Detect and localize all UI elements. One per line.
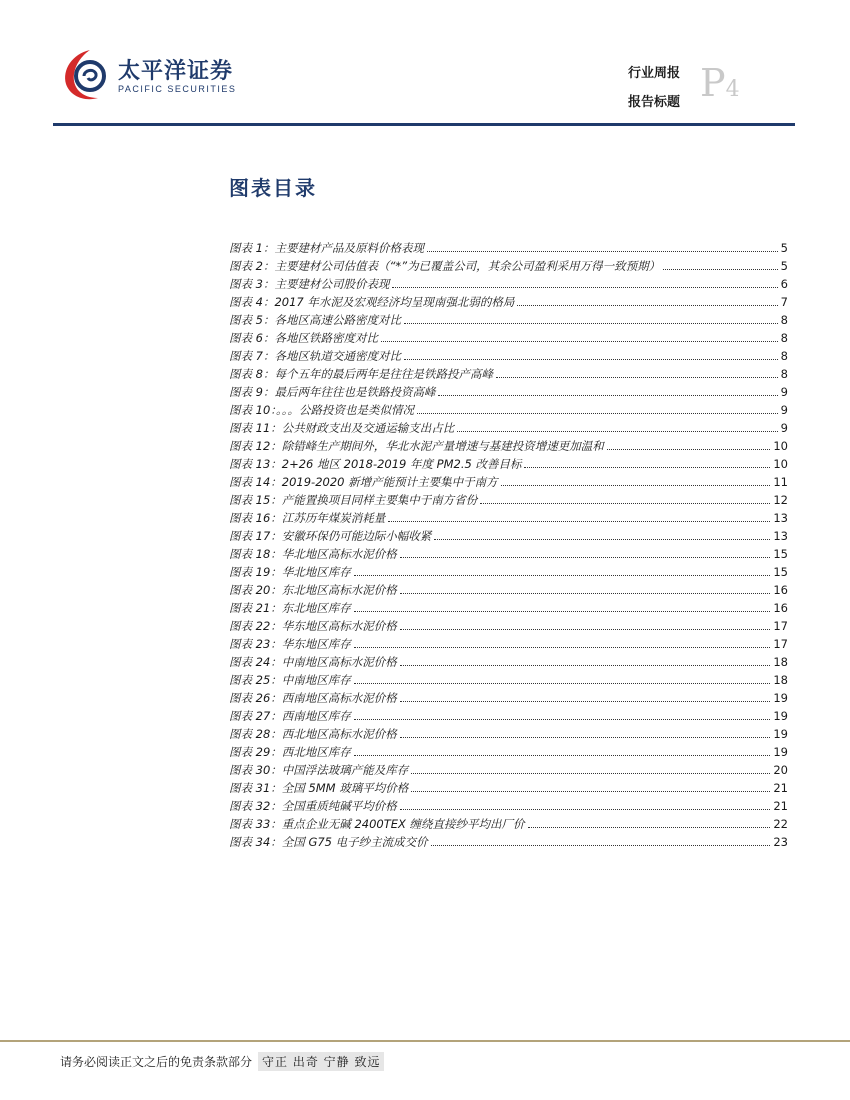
toc-entry-label: 图表 10：。。。公路投资也是类似情况 — [229, 403, 415, 417]
toc-entry-page: 16 — [773, 583, 788, 597]
toc-leader-dots — [354, 647, 771, 648]
toc-entry-label: 图表 14：2019-2020 新增产能预计主要集中于南方 — [229, 475, 498, 489]
toc-entry-page: 16 — [773, 601, 788, 615]
logo-english-name: PACIFIC SECURITIES — [118, 84, 237, 94]
toc-entry-page: 19 — [773, 691, 788, 705]
toc-leader-dots — [528, 827, 771, 828]
page-prefix: P — [700, 61, 726, 105]
toc-entry-page: 6 — [780, 277, 788, 291]
logo-mark-icon — [60, 46, 112, 102]
toc-entry[interactable] — [229, 435, 788, 453]
toc-entry[interactable] — [229, 543, 788, 561]
toc-entry-page: 13 — [773, 511, 788, 525]
toc-leader-dots — [480, 503, 770, 504]
toc-entry-page: 20 — [773, 763, 788, 777]
toc-entry-page: 18 — [773, 673, 788, 687]
toc-entry[interactable] — [229, 615, 788, 633]
toc-entry-page: 15 — [773, 565, 788, 579]
toc-entry-label: 图表 15：产能置换项目同样主要集中于南方省份 — [229, 493, 478, 507]
toc-entry[interactable] — [229, 759, 788, 777]
toc-entry-label: 图表 29：西北地区库存 — [229, 745, 351, 759]
toc-leader-dots — [517, 305, 777, 306]
toc-entry[interactable] — [229, 255, 788, 273]
toc-leader-dots — [400, 809, 771, 810]
toc-entry-label: 图表 5：各地区高速公路密度对比 — [229, 313, 401, 327]
toc-leader-dots — [354, 611, 771, 612]
toc-entry-page: 17 — [773, 619, 788, 633]
toc-entry[interactable] — [229, 381, 788, 399]
toc-entry[interactable] — [229, 489, 788, 507]
toc-entry-label: 图表 34：全国 G75 电子纱主流成交价 — [229, 835, 428, 849]
toc-entry[interactable] — [229, 363, 788, 381]
toc-entry-label: 图表 17：安徽环保仍可能边际小幅收紧 — [229, 529, 432, 543]
footer — [60, 1052, 384, 1071]
toc-entry-label: 图表 27：西南地区库存 — [229, 709, 351, 723]
toc-entry[interactable] — [229, 579, 788, 597]
toc-entry[interactable] — [229, 597, 788, 615]
report-type: 行业周报 — [628, 66, 681, 81]
toc-leader-dots — [496, 377, 778, 378]
toc-entry-label: 图表 20：东北地区高标水泥价格 — [229, 583, 397, 597]
toc-leader-dots — [381, 341, 778, 342]
toc-entry-page: 19 — [773, 727, 788, 741]
toc-entry[interactable] — [229, 777, 788, 795]
toc-entry-page: 15 — [773, 547, 788, 561]
toc-entry-label: 图表 28：西北地区高标水泥价格 — [229, 727, 397, 741]
toc-leader-dots — [400, 629, 771, 630]
toc-entry-label: 图表 25：中南地区库存 — [229, 673, 351, 687]
toc-entry-label: 图表 11：公共财政支出及交通运输支出占比 — [229, 421, 455, 435]
page-indicator — [700, 61, 740, 105]
toc-entry[interactable] — [229, 687, 788, 705]
toc-entry-label: 图表 18：华北地区高标水泥价格 — [229, 547, 397, 561]
toc-entry-label: 图表 26：西南地区高标水泥价格 — [229, 691, 397, 705]
toc-entry-label: 图表 9：最后两年往往也是铁路投资高峰 — [229, 385, 436, 399]
footer-divider — [0, 1040, 850, 1042]
toc-entry-page: 8 — [780, 367, 788, 381]
toc-entry-label: 图表 31：全国 5MM 玻璃平均价格 — [229, 781, 409, 795]
toc-entry-page: 5 — [780, 259, 788, 273]
toc-leader-dots — [354, 683, 771, 684]
toc-entry-page: 19 — [773, 709, 788, 723]
toc-entry[interactable] — [229, 237, 788, 255]
toc-leader-dots — [392, 287, 777, 288]
toc-leader-dots — [354, 755, 771, 756]
company-logo — [60, 46, 260, 106]
toc-entry-page: 8 — [780, 331, 788, 345]
toc-entry-label: 图表 12：除错峰生产期间外，华北水泥产量增速与基建投资增速更加温和 — [229, 439, 604, 453]
toc-entry[interactable] — [229, 633, 788, 651]
toc-entry-label: 图表 23：华东地区库存 — [229, 637, 351, 651]
toc-leader-dots — [400, 665, 771, 666]
toc-entry-label: 图表 8：每个五年的最后两年是往往是铁路投产高峰 — [229, 367, 493, 381]
toc-entry-page: 22 — [773, 817, 788, 831]
toc-entry-page: 7 — [780, 295, 788, 309]
toc-entry-page: 9 — [780, 385, 788, 399]
toc-entry-label: 图表 16：江苏历年煤炭消耗量 — [229, 511, 386, 525]
toc-entry[interactable] — [229, 273, 788, 291]
toc-entry-page: 13 — [773, 529, 788, 543]
toc-entry-page: 12 — [773, 493, 788, 507]
toc-entry[interactable] — [229, 741, 788, 759]
toc-entry[interactable] — [229, 291, 788, 309]
toc-leader-dots — [400, 557, 771, 558]
toc-heading: 图表目录 — [229, 176, 317, 200]
toc-entry-label: 图表 7：各地区轨道交通密度对比 — [229, 349, 401, 363]
toc-entry[interactable] — [229, 417, 788, 435]
toc-entry-label: 图表 3：主要建材公司股价表现 — [229, 277, 390, 291]
toc-entry[interactable] — [229, 561, 788, 579]
toc-entry-label: 图表 19：华北地区库存 — [229, 565, 351, 579]
toc-entry-page: 10 — [773, 439, 788, 453]
toc-entry-page: 17 — [773, 637, 788, 651]
toc-leader-dots — [411, 791, 770, 792]
toc-entry[interactable] — [229, 471, 788, 489]
toc-entry-page: 21 — [773, 799, 788, 813]
toc-list — [229, 237, 788, 849]
toc-entry-page: 10 — [773, 457, 788, 471]
toc-leader-dots — [417, 413, 778, 414]
toc-entry[interactable] — [229, 327, 788, 345]
toc-entry-label: 图表 2：主要建材公司估值表（“*”为已覆盖公司，其余公司盈利采用万得一致预期） — [229, 259, 661, 273]
toc-entry[interactable] — [229, 669, 788, 687]
toc-leader-dots — [438, 395, 777, 396]
toc-entry[interactable] — [229, 705, 788, 723]
toc-entry[interactable] — [229, 345, 788, 363]
toc-entry-label: 图表 4：2017 年水泥及宏观经济均呈现南强北弱的格局 — [229, 295, 515, 309]
toc-entry-label: 图表 22：华东地区高标水泥价格 — [229, 619, 397, 633]
toc-leader-dots — [404, 359, 778, 360]
toc-leader-dots — [434, 539, 770, 540]
toc-entry[interactable] — [229, 507, 788, 525]
toc-entry[interactable] — [229, 723, 788, 741]
toc-entry-page: 9 — [780, 421, 788, 435]
toc-entry-label: 图表 1：主要建材产品及原料价格表现 — [229, 241, 424, 255]
toc-leader-dots — [524, 467, 770, 468]
toc-entry-page: 8 — [780, 349, 788, 363]
toc-entry[interactable] — [229, 399, 788, 417]
toc-leader-dots — [411, 773, 770, 774]
toc-entry-label: 图表 13：2+26 地区 2018-2019 年度 PM2.5 改善目标 — [229, 457, 522, 471]
toc-entry-page: 19 — [773, 745, 788, 759]
page-number: 4 — [725, 77, 740, 102]
logo-chinese-name: 太平洋证券 — [118, 59, 234, 84]
toc-leader-dots — [431, 845, 771, 846]
toc-entry-page: 18 — [773, 655, 788, 669]
toc-leader-dots — [354, 719, 771, 720]
footer-disclaimer: 请务必阅读正文之后的免责条款部分 — [60, 1055, 253, 1069]
toc-leader-dots — [457, 431, 777, 432]
toc-entry[interactable] — [229, 309, 788, 327]
toc-leader-dots — [663, 269, 778, 270]
toc-entry-page: 23 — [773, 835, 788, 849]
toc-leader-dots — [400, 737, 771, 738]
toc-entry-page: 8 — [780, 313, 788, 327]
toc-leader-dots — [400, 593, 771, 594]
toc-entry[interactable] — [229, 813, 788, 831]
toc-entry-label: 图表 21：东北地区库存 — [229, 601, 351, 615]
toc-leader-dots — [427, 251, 778, 252]
toc-leader-dots — [388, 521, 770, 522]
toc-entry[interactable] — [229, 525, 788, 543]
toc-entry-page: 21 — [773, 781, 788, 795]
report-title: 报告标题 — [628, 95, 681, 110]
toc-entry-label: 图表 32：全国重质纯碱平均价格 — [229, 799, 397, 813]
toc-leader-dots — [354, 575, 771, 576]
header-divider — [53, 123, 795, 126]
toc-entry[interactable] — [229, 453, 788, 471]
toc-leader-dots — [400, 701, 771, 702]
toc-entry-label: 图表 30：中国浮法玻璃产能及库存 — [229, 763, 409, 777]
toc-entry-page: 5 — [780, 241, 788, 255]
toc-entry-label: 图表 24：中南地区高标水泥价格 — [229, 655, 397, 669]
toc-entry-label: 图表 6：各地区铁路密度对比 — [229, 331, 378, 345]
toc-leader-dots — [404, 323, 778, 324]
toc-entry[interactable] — [229, 651, 788, 669]
toc-entry[interactable] — [229, 831, 788, 849]
toc-entry-label: 图表 33：重点企业无碱 2400TEX 缠绕直接纱平均出厂价 — [229, 817, 525, 831]
toc-entry-page: 11 — [773, 475, 788, 489]
toc-entry[interactable] — [229, 795, 788, 813]
footer-motto: 守正 出奇 宁静 致远 — [258, 1052, 384, 1071]
toc-entry-page: 9 — [780, 403, 788, 417]
toc-leader-dots — [501, 485, 771, 486]
toc-leader-dots — [607, 449, 771, 450]
